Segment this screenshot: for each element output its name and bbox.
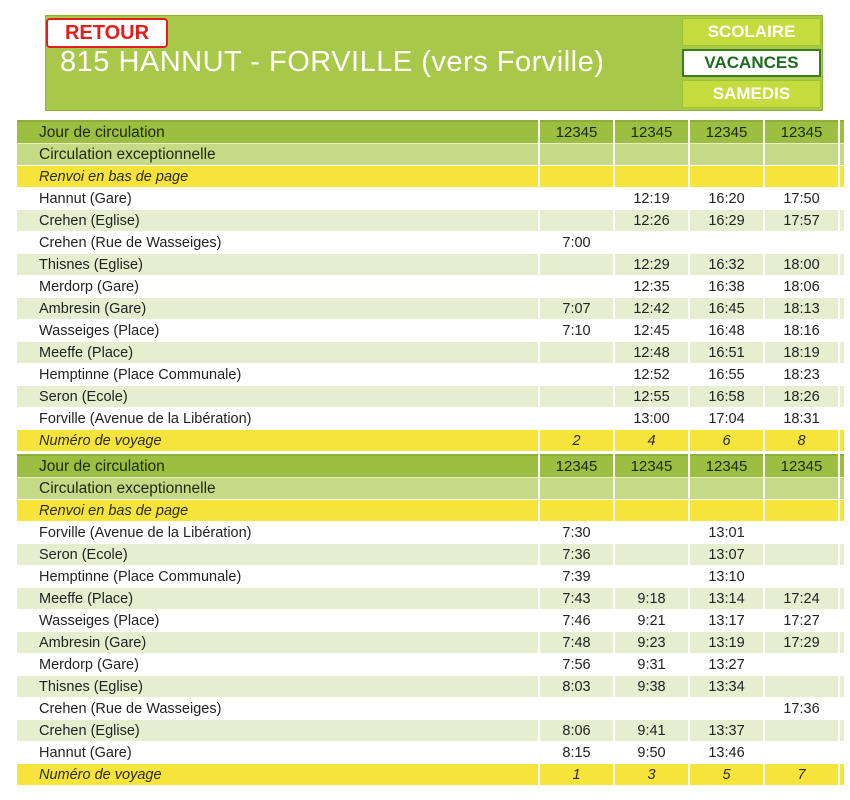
departure-time [764, 676, 839, 698]
stop-row [17, 676, 845, 698]
trip-number: 3 [614, 764, 689, 786]
departure-time [539, 276, 614, 298]
stop-row [17, 720, 845, 742]
departure-time [689, 232, 764, 254]
cut-cell [839, 210, 845, 232]
stop-name: Forville (Avenue de la Libération) [17, 522, 539, 544]
exceptional-cell [764, 478, 839, 500]
departure-time: 18:23 [764, 364, 839, 386]
days-cell: 12345 [689, 455, 764, 478]
cut-cell [839, 500, 845, 522]
cut-cell [839, 522, 845, 544]
exceptional-label: Circulation exceptionnelle [17, 144, 539, 166]
footnote-row [17, 500, 845, 522]
cut-cell [839, 144, 845, 166]
cut-cell [839, 386, 845, 408]
stop-name: Meeffe (Place) [17, 342, 539, 364]
days-row [17, 121, 845, 144]
footnote-cell [689, 166, 764, 188]
cut-cell [839, 232, 845, 254]
departure-time: 13:27 [689, 654, 764, 676]
cut-cell [839, 764, 845, 786]
departure-time: 7:30 [539, 522, 614, 544]
days-cell: 12345 [764, 455, 839, 478]
cut-cell [839, 320, 845, 342]
departure-time [764, 566, 839, 588]
stop-name: Meeffe (Place) [17, 588, 539, 610]
footnote-cell [689, 500, 764, 522]
stop-row [17, 522, 845, 544]
route-title: 815 HANNUT - FORVILLE (vers Forville) [60, 46, 605, 78]
footnote-row [17, 166, 845, 188]
exceptional-row [17, 478, 845, 500]
departure-time: 12:19 [614, 188, 689, 210]
departure-time: 16:48 [689, 320, 764, 342]
departure-time [614, 566, 689, 588]
tab-scolaire[interactable]: SCOLAIRE [682, 18, 821, 46]
departure-time: 13:07 [689, 544, 764, 566]
footnote-cell [764, 500, 839, 522]
stop-row [17, 232, 845, 254]
departure-time [539, 254, 614, 276]
departure-time [689, 698, 764, 720]
departure-time: 18:06 [764, 276, 839, 298]
footnote-cell [614, 500, 689, 522]
departure-time [539, 698, 614, 720]
stop-row [17, 742, 845, 764]
departure-time: 9:18 [614, 588, 689, 610]
timetable-outbound [17, 120, 846, 452]
departure-time [539, 210, 614, 232]
departure-time: 18:26 [764, 386, 839, 408]
departure-time: 9:50 [614, 742, 689, 764]
departure-time [539, 386, 614, 408]
departure-time: 16:20 [689, 188, 764, 210]
departure-time: 7:07 [539, 298, 614, 320]
departure-time: 16:45 [689, 298, 764, 320]
departure-time: 9:23 [614, 632, 689, 654]
departure-time: 13:19 [689, 632, 764, 654]
cut-cell [839, 166, 845, 188]
stop-name: Seron (Ecole) [17, 544, 539, 566]
cut-cell [839, 676, 845, 698]
days-cell: 12345 [689, 121, 764, 144]
departure-time: 17:24 [764, 588, 839, 610]
stop-name: Thisnes (Eglise) [17, 254, 539, 276]
cut-cell [839, 720, 845, 742]
departure-time: 9:41 [614, 720, 689, 742]
exceptional-cell [614, 144, 689, 166]
departure-time [764, 742, 839, 764]
stop-name: Hannut (Gare) [17, 188, 539, 210]
departure-time: 17:36 [764, 698, 839, 720]
stop-row [17, 298, 845, 320]
departure-time: 9:31 [614, 654, 689, 676]
period-tabs [682, 18, 821, 111]
stop-name: Seron (Ecole) [17, 386, 539, 408]
days-row [17, 455, 845, 478]
departure-time: 9:38 [614, 676, 689, 698]
departure-time [614, 544, 689, 566]
footnote-cell [539, 500, 614, 522]
stop-name: Thisnes (Eglise) [17, 676, 539, 698]
cut-cell [839, 654, 845, 676]
stop-name: Crehen (Eglise) [17, 210, 539, 232]
stop-row [17, 254, 845, 276]
trip-number-label: Numéro de voyage [17, 430, 539, 452]
trip-number: 1 [539, 764, 614, 786]
cut-cell [839, 632, 845, 654]
cut-cell [839, 298, 845, 320]
departure-time [764, 544, 839, 566]
stop-row [17, 632, 845, 654]
departure-time: 13:00 [614, 408, 689, 430]
exceptional-label: Circulation exceptionnelle [17, 478, 539, 500]
stop-row [17, 610, 845, 632]
departure-time: 17:50 [764, 188, 839, 210]
stop-name: Crehen (Eglise) [17, 720, 539, 742]
departure-time: 16:58 [689, 386, 764, 408]
departure-time: 13:46 [689, 742, 764, 764]
departure-time [614, 232, 689, 254]
exceptional-cell [539, 144, 614, 166]
stop-row [17, 408, 845, 430]
departure-time: 7:10 [539, 320, 614, 342]
cut-cell [839, 276, 845, 298]
departure-time: 12:26 [614, 210, 689, 232]
departure-time [539, 342, 614, 364]
cut-cell [839, 742, 845, 764]
footnote-cell [764, 166, 839, 188]
departure-time [614, 522, 689, 544]
cut-cell [839, 188, 845, 210]
departure-time: 8:03 [539, 676, 614, 698]
cut-cell [839, 254, 845, 276]
days-label: Jour de circulation [17, 455, 539, 478]
departure-time: 17:04 [689, 408, 764, 430]
exceptional-cell [614, 478, 689, 500]
cut-cell [839, 478, 845, 500]
departure-time: 7:39 [539, 566, 614, 588]
departure-time: 9:21 [614, 610, 689, 632]
cut-cell [839, 544, 845, 566]
departure-time: 12:42 [614, 298, 689, 320]
cut-cell [839, 566, 845, 588]
departure-time: 12:29 [614, 254, 689, 276]
exceptional-row [17, 144, 845, 166]
trip-number-row [17, 430, 845, 452]
departure-time: 16:32 [689, 254, 764, 276]
stop-row [17, 544, 845, 566]
departure-time: 7:48 [539, 632, 614, 654]
stop-name: Wasseiges (Place) [17, 610, 539, 632]
timetable-return [17, 454, 846, 786]
stop-row [17, 654, 845, 676]
stop-row [17, 698, 845, 720]
departure-time: 7:00 [539, 232, 614, 254]
cut-cell [839, 698, 845, 720]
days-cell: 12345 [614, 455, 689, 478]
back-button[interactable]: RETOUR [46, 18, 168, 48]
departure-time [764, 232, 839, 254]
trip-number: 6 [689, 430, 764, 452]
stop-row [17, 276, 845, 298]
departure-time: 18:19 [764, 342, 839, 364]
departure-time: 12:35 [614, 276, 689, 298]
stop-row [17, 364, 845, 386]
departure-time: 12:52 [614, 364, 689, 386]
departure-time: 12:55 [614, 386, 689, 408]
departure-time [539, 188, 614, 210]
trip-number: 5 [689, 764, 764, 786]
cut-cell [839, 342, 845, 364]
departure-time: 17:29 [764, 632, 839, 654]
departure-time: 13:14 [689, 588, 764, 610]
departure-time: 16:51 [689, 342, 764, 364]
departure-time [764, 654, 839, 676]
departure-time: 13:37 [689, 720, 764, 742]
departure-time [764, 720, 839, 742]
cut-cell [839, 364, 845, 386]
departure-time: 17:27 [764, 610, 839, 632]
stop-row [17, 386, 845, 408]
departure-time: 13:17 [689, 610, 764, 632]
stop-row [17, 342, 845, 364]
cut-cell [839, 121, 845, 144]
departure-time [764, 522, 839, 544]
trip-number: 2 [539, 430, 614, 452]
stop-row [17, 210, 845, 232]
stop-name: Forville (Avenue de la Libération) [17, 408, 539, 430]
trip-number-label: Numéro de voyage [17, 764, 539, 786]
departure-time: 18:31 [764, 408, 839, 430]
departure-time: 17:57 [764, 210, 839, 232]
departure-time: 12:45 [614, 320, 689, 342]
stop-name: Merdorp (Gare) [17, 276, 539, 298]
stop-name: Ambresin (Gare) [17, 298, 539, 320]
stop-row [17, 320, 845, 342]
departure-time: 8:15 [539, 742, 614, 764]
departure-time: 7:46 [539, 610, 614, 632]
departure-time [614, 698, 689, 720]
departure-time: 13:34 [689, 676, 764, 698]
departure-time: 12:48 [614, 342, 689, 364]
stop-name: Hannut (Gare) [17, 742, 539, 764]
trip-number: 8 [764, 430, 839, 452]
cut-cell [839, 588, 845, 610]
departure-time: 7:43 [539, 588, 614, 610]
departure-time: 7:36 [539, 544, 614, 566]
exceptional-cell [689, 478, 764, 500]
cut-cell [839, 455, 845, 478]
cut-cell [839, 430, 845, 452]
stop-name: Ambresin (Gare) [17, 632, 539, 654]
trip-number: 4 [614, 430, 689, 452]
trip-number-row [17, 764, 845, 786]
days-cell: 12345 [764, 121, 839, 144]
departure-time: 16:29 [689, 210, 764, 232]
tab-vacances[interactable]: VACANCES [682, 49, 821, 77]
departure-time: 16:55 [689, 364, 764, 386]
departure-time [539, 408, 614, 430]
departure-time [539, 364, 614, 386]
days-cell: 12345 [614, 121, 689, 144]
stop-row [17, 566, 845, 588]
stop-name: Crehen (Rue de Wasseiges) [17, 232, 539, 254]
footnote-label: Renvoi en bas de page [17, 166, 539, 188]
footnote-cell [614, 166, 689, 188]
stop-name: Crehen (Rue de Wasseiges) [17, 698, 539, 720]
departure-time: 13:01 [689, 522, 764, 544]
days-cell: 12345 [539, 455, 614, 478]
footnote-cell [539, 166, 614, 188]
departure-time: 7:56 [539, 654, 614, 676]
stop-name: Hemptinne (Place Communale) [17, 364, 539, 386]
stop-row [17, 188, 845, 210]
departure-time: 13:10 [689, 566, 764, 588]
stop-row [17, 588, 845, 610]
trip-number: 7 [764, 764, 839, 786]
exceptional-cell [539, 478, 614, 500]
departure-time: 16:38 [689, 276, 764, 298]
stop-name: Wasseiges (Place) [17, 320, 539, 342]
cut-cell [839, 408, 845, 430]
cut-cell [839, 610, 845, 632]
departure-time: 18:16 [764, 320, 839, 342]
exceptional-cell [689, 144, 764, 166]
departure-time: 18:13 [764, 298, 839, 320]
tab-samedis[interactable]: SAMEDIS [682, 80, 821, 108]
stop-name: Merdorp (Gare) [17, 654, 539, 676]
days-cell: 12345 [539, 121, 614, 144]
days-label: Jour de circulation [17, 121, 539, 144]
stop-name: Hemptinne (Place Communale) [17, 566, 539, 588]
footnote-label: Renvoi en bas de page [17, 500, 539, 522]
exceptional-cell [764, 144, 839, 166]
departure-time: 18:00 [764, 254, 839, 276]
departure-time: 8:06 [539, 720, 614, 742]
